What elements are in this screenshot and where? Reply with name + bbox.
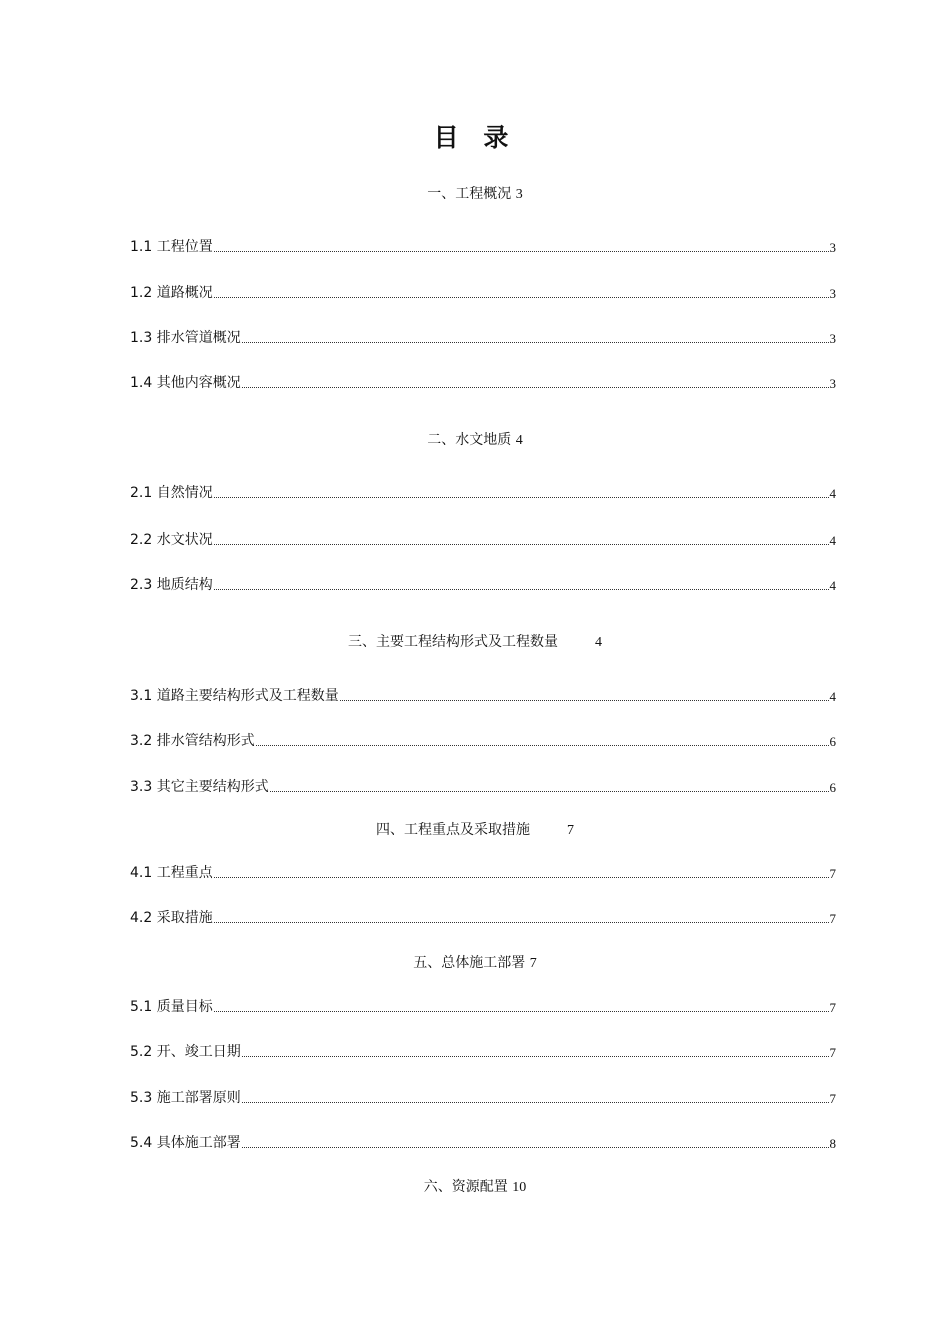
- toc-entry[interactable]: [130, 282, 836, 302]
- entry-label: 3.2 排水管结构形式: [130, 733, 255, 749]
- section-page: 10: [512, 1180, 527, 1195]
- entry-label: 5.2 开、竣工日期: [130, 1044, 241, 1060]
- section-title: 三、主要工程结构形式及工程数量: [348, 634, 559, 650]
- dot-leader: [214, 588, 829, 590]
- entry-label: 5.3 施工部署原则: [130, 1090, 241, 1106]
- dot-leader: [242, 386, 829, 388]
- entry-page: 7: [829, 1000, 836, 1015]
- dot-leader: [214, 543, 829, 545]
- entry-page: 3: [829, 331, 836, 346]
- toc-entry[interactable]: [130, 482, 836, 502]
- toc-entry[interactable]: [130, 574, 836, 594]
- section-page: 7: [529, 956, 537, 971]
- dot-leader: [340, 699, 829, 701]
- page-title: 目 录: [433, 123, 517, 152]
- section-title: 二、水文地质: [427, 432, 512, 448]
- entry-label: 3.1 道路主要结构形式及工程数量: [130, 688, 339, 704]
- section-page: 3: [515, 187, 523, 202]
- toc-entry[interactable]: [130, 730, 836, 750]
- dot-leader: [256, 744, 829, 746]
- entry-page: 3: [829, 376, 836, 391]
- section-title: 六、资源配置: [423, 1179, 508, 1195]
- entry-label: 5.4 具体施工部署: [130, 1135, 241, 1151]
- toc-entry[interactable]: [130, 236, 836, 256]
- entry-page: 4: [829, 486, 836, 501]
- entry-label: 3.3 其它主要结构形式: [130, 779, 269, 795]
- dot-leader: [242, 1146, 829, 1148]
- entry-page: 7: [829, 1091, 836, 1106]
- toc-section-heading[interactable]: [0, 429, 950, 449]
- entry-page: 6: [829, 780, 836, 795]
- entry-label: 1.2 道路概况: [130, 285, 213, 301]
- toc-entry[interactable]: [130, 685, 836, 705]
- entry-label: 1.4 其他内容概况: [130, 375, 241, 391]
- toc-entry[interactable]: [130, 996, 836, 1016]
- toc-entry[interactable]: [130, 862, 836, 882]
- entry-page: 7: [829, 1045, 836, 1060]
- toc-entry[interactable]: [130, 1087, 836, 1107]
- dot-leader: [214, 296, 829, 298]
- entry-page: 3: [829, 240, 836, 255]
- entry-page: 3: [829, 286, 836, 301]
- dot-leader: [270, 790, 829, 792]
- dot-leader: [214, 1010, 829, 1012]
- entry-label: 1.3 排水管道概况: [130, 330, 241, 346]
- toc-entry[interactable]: [130, 372, 836, 392]
- toc-entry[interactable]: [130, 1041, 836, 1061]
- entry-label: 2.2 水文状况: [130, 532, 213, 548]
- toc-section-heading[interactable]: [0, 183, 950, 203]
- entry-label: 4.1 工程重点: [130, 865, 213, 881]
- entry-label: 1.1 工程位置: [130, 239, 213, 255]
- entry-label: 4.2 采取措施: [130, 910, 213, 926]
- dot-leader: [214, 250, 829, 252]
- toc-section-heading[interactable]: [0, 1176, 950, 1196]
- toc-entry[interactable]: [130, 776, 836, 796]
- entry-page: 7: [829, 911, 836, 926]
- toc-section-heading[interactable]: [0, 819, 950, 839]
- entry-label: 5.1 质量目标: [130, 999, 213, 1015]
- entry-page: 8: [829, 1136, 836, 1151]
- entry-label: 2.3 地质结构: [130, 577, 213, 593]
- section-page: 4: [594, 635, 602, 650]
- entry-page: 4: [829, 533, 836, 548]
- toc-entry[interactable]: [130, 1132, 836, 1152]
- toc-section-heading[interactable]: [0, 952, 950, 972]
- toc-entry[interactable]: [130, 327, 836, 347]
- section-title: 四、工程重点及采取措施: [376, 822, 531, 838]
- entry-page: 7: [829, 866, 836, 881]
- dot-leader: [214, 921, 829, 923]
- entry-page: 4: [829, 689, 836, 704]
- dot-leader: [242, 341, 829, 343]
- toc-section-heading[interactable]: [0, 631, 950, 651]
- entry-label: 2.1 自然情况: [130, 485, 213, 501]
- entry-page: 4: [829, 578, 836, 593]
- dot-leader: [214, 876, 829, 878]
- dot-leader: [214, 496, 829, 498]
- toc-entry[interactable]: [130, 529, 836, 549]
- section-page: 7: [566, 823, 574, 838]
- dot-leader: [242, 1101, 829, 1103]
- toc-entry[interactable]: [130, 907, 836, 927]
- section-title: 五、总体施工部署: [413, 955, 526, 971]
- entry-page: 6: [829, 734, 836, 749]
- section-page: 4: [515, 433, 523, 448]
- dot-leader: [242, 1055, 829, 1057]
- section-title: 一、工程概况: [427, 186, 512, 202]
